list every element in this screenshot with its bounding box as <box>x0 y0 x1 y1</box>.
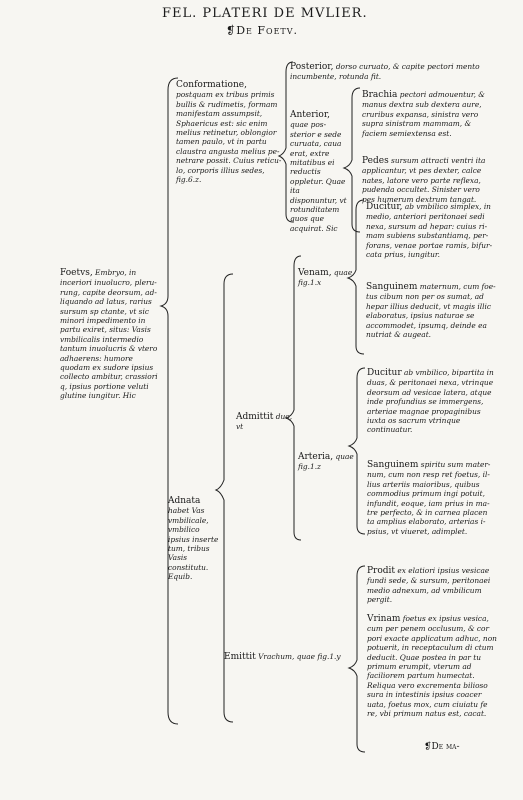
venam-lead: Venam, <box>298 268 332 278</box>
sanguinem-materna-lead: Sanguinem <box>366 282 418 292</box>
ducitur-arteria-lead: Ducitur <box>367 368 402 378</box>
emittit-text: Vrachum, quae fig.1.y <box>258 652 341 661</box>
arteria-lead: Arteria, <box>298 452 334 462</box>
conformatione-block <box>176 80 282 210</box>
sanguinem-spiritu-text: spiritu sum maternum, cum non resp ret foetus, illius arteriis maioribus, quibus commodius primum ingi potuit, infundit, eoque, iam prius in matre perfecto, & in carnea placen ta amplius elaborato, arterias ipsius, vt viueret, adimplet. <box>367 460 491 536</box>
brachia-text: pectori admouentur, & manus dextra sub dextera aure, cruribus expansa, sinistra vero supra sinistram mammam, & faciem semiextensa est. <box>362 90 485 138</box>
anterior-block <box>290 110 348 233</box>
vrinam-lead: Vrinam <box>367 614 401 624</box>
conformatione-lead: Conformatione, <box>176 80 247 90</box>
root-text: Embryo, in inceriori inuolucro, plerurung, capite deorsum, adliquando ad latus, rarius sursum sp ctante, vt sic minori impedimento in partu exiret, situs: Vasis vmbilicalis intermedio tantum inuolucris & vtero adhaerens: humore quodam ex sudore ipsius collecto ambitur, crassiori q, ipsius portione veluti glutine iungitur. Hic <box>60 268 158 401</box>
posterior-lead: Posterior, <box>290 62 334 72</box>
posterior-text: dorso curuato, & capite pectori mento incumbente, rotunda fit. <box>290 62 480 82</box>
anterior-text: quae possterior e sede curuata, caua erat, extre mitatibus ei reductis oppletur. Quae ita disponuntur, vt rotunditatem quos que acquirat. Sic <box>290 120 347 233</box>
brachia-lead: Brachia <box>362 90 398 100</box>
vrinam-block <box>367 614 499 738</box>
adnata-text: habet Vas vmbilicale, vmbilico ipsius inserte tum, tribus Vasis constitutu. Equib. <box>168 506 219 582</box>
conformatione-text: postquam ex tribus primis bullis & rudimetis, formam manifestam assumpsit, Sphaericus est: sic enim melius retinetur, oblongior tamen paulo, vt in partu claustra angusta melius penetrare possit. Cuius reticulo, corporis illius sedes, fig.6.z. <box>176 90 282 185</box>
sanguinem-spiritu-lead: Sanguinem <box>367 460 419 470</box>
brace-arteria <box>349 368 365 534</box>
ducitur-arteria-block <box>367 368 497 448</box>
ducitur-vena-lead: Ducitur, <box>366 202 403 212</box>
adnata-lead: Adnata <box>168 496 201 506</box>
catchword: ❡De ma- <box>424 742 460 752</box>
admittit-lead: Admittit <box>236 412 274 422</box>
brace-admittit <box>286 256 301 540</box>
ducitur-arteria-text: ab vmbilico, bipartita in duas, & peritonaei nexa, vtrinque deorsum ad vesicae latera, atque inde profundius se immergens, arteriae magnae propaginibus iuxta os sacrum vtrinque continuatur. <box>367 368 494 435</box>
ducitur-vena-block <box>366 202 496 270</box>
brace-emittit <box>349 566 365 752</box>
sanguinem-spiritu-block <box>367 460 497 540</box>
posterior-block <box>290 62 490 84</box>
vrinam-text: foetus ex ipsius vesica, cum per penem occlusum, & cor pori exacte applicatum adhuc, non potuerit, in receptaculum di ctum deducit. Quae postea in par tu primum erumpit, vterum ad faciliorem partum humectat. Reliqua vero excrementa bilioso sura in intestinis ipsius coacer uata, foetus mox, cum ciuiatu fe re, vbi primum natus est, cacat. <box>367 614 497 719</box>
emittit-block <box>224 652 341 662</box>
root-lead: Foetvs, <box>60 268 93 278</box>
arteria-text: quae fig.1.z <box>298 452 354 472</box>
section-mark-icon: ❡ <box>226 24 237 37</box>
venam-block <box>298 268 354 292</box>
anterior-lead: Anterior, <box>290 110 331 120</box>
admittit-text: duo, vt <box>236 412 293 432</box>
root-foetus-block <box>60 268 160 401</box>
sanguinem-materna-text: maternum, cum foetus cibum non per os sumat, ad hepar illius deducit, vt magis illic elaboratus, ipsius naturae se accommodet, ipsumq, deinde ea nutriat & augeat. <box>366 282 496 340</box>
emittit-lead: Emittit <box>224 652 256 662</box>
arteria-block <box>298 452 354 476</box>
adnata-block <box>168 496 222 580</box>
brachia-block <box>362 90 492 150</box>
venam-text: quae fig.1.x <box>298 268 353 288</box>
pedes-lead: Pedes <box>362 156 389 166</box>
prodit-lead: Prodit <box>367 566 396 576</box>
admittit-block <box>236 412 294 436</box>
sanguinem-materna-block <box>366 282 496 354</box>
prodit-text: ex elatiori ipsius vesicae fundi sede, & sursum, peritonaei medio adnexum, ad vmbilicum pergit. <box>367 566 491 605</box>
section-title-text: De Foetv. <box>236 24 299 37</box>
pedes-text: sursum attracti ventri ita applicantur, vt pes dexter, calce nates, latore vero parte reflexa, pudenda occultet. Sinister vero pes humerum dextrum tangat. <box>362 156 486 204</box>
prodit-block <box>367 566 497 610</box>
running-title: FEL. PLATERI DE MVLIER. <box>162 6 368 21</box>
ducitur-vena-text: ab vmbilico simplex, in medio, anteriori peritonaei sedi nexa, sursum ad hepar: cuius rimam subiens substantiamq, perforans, venae portae ramis, bifurcata prius, iungitur. <box>366 202 493 260</box>
